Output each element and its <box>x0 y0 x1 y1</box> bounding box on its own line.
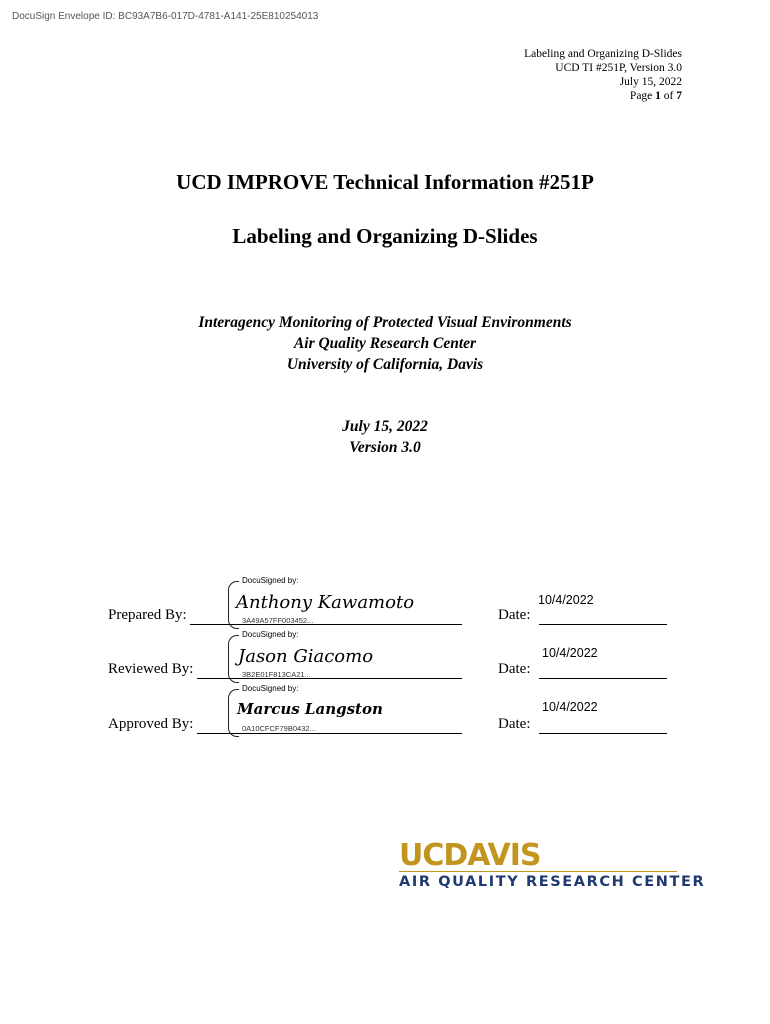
header-doc-title: Labeling and Organizing D-Slides <box>524 48 682 60</box>
signed-date: 10/4/2022 <box>542 646 598 660</box>
docusign-label: DocuSigned by: <box>242 576 299 585</box>
page-number: 1 <box>655 90 661 102</box>
org-university: University of California, Davis <box>286 356 484 373</box>
logo-rule <box>399 871 677 872</box>
docusign-id: 3B2E01F813CA21... <box>242 670 311 679</box>
logo-subtitle: AIR QUALITY RESEARCH CENTER <box>399 874 706 890</box>
org-name: Interagency Monitoring of Protected Visual Environments <box>198 314 572 331</box>
date-label: Date: <box>498 716 531 732</box>
page-of: of <box>660 90 677 102</box>
docusign-id: 3A49A57FF003452... <box>242 616 314 625</box>
docusign-label: DocuSigned by: <box>242 630 299 639</box>
org-center: Air Quality Research Center <box>293 335 477 352</box>
date-line <box>539 624 667 625</box>
signed-date: 10/4/2022 <box>538 593 594 607</box>
date-label: Date: <box>498 607 531 623</box>
docusign-id: 0A10CFCF79B0432... <box>242 724 316 733</box>
date-line <box>539 733 667 734</box>
date-line <box>539 678 667 679</box>
document-title: UCD IMPROVE Technical Information #251P <box>176 170 594 194</box>
logo-uc: UC <box>399 838 444 873</box>
signed-date: 10/4/2022 <box>542 700 598 714</box>
signature: Anthony Kawamoto <box>236 592 415 613</box>
header-version: UCD TI #251P, Version 3.0 <box>555 62 682 74</box>
header-date: July 15, 2022 <box>619 76 682 88</box>
envelope-id: DocuSign Envelope ID: BC93A7B6-017D-4781-A141-25E810254013 <box>12 11 319 22</box>
running-header <box>524 47 682 103</box>
signature: Marcus Langston <box>237 700 383 718</box>
logo-davis: DAVIS <box>443 838 541 873</box>
header-page <box>524 89 682 103</box>
document-date: July 15, 2022 <box>342 418 428 435</box>
document-version: Version 3.0 <box>349 439 421 456</box>
page-prefix: Page <box>629 90 656 102</box>
role-label: Prepared By: <box>108 607 187 623</box>
role-label: Approved By: <box>108 716 194 732</box>
role-label: Reviewed By: <box>108 661 194 677</box>
date-label: Date: <box>498 661 531 677</box>
document-subtitle: Labeling and Organizing D-Slides <box>232 224 538 248</box>
page-total: 7 <box>676 90 682 102</box>
ucdavis-logo <box>399 838 540 873</box>
docusign-label: DocuSigned by: <box>242 684 299 693</box>
signature: Jason Giacomo <box>238 646 374 667</box>
